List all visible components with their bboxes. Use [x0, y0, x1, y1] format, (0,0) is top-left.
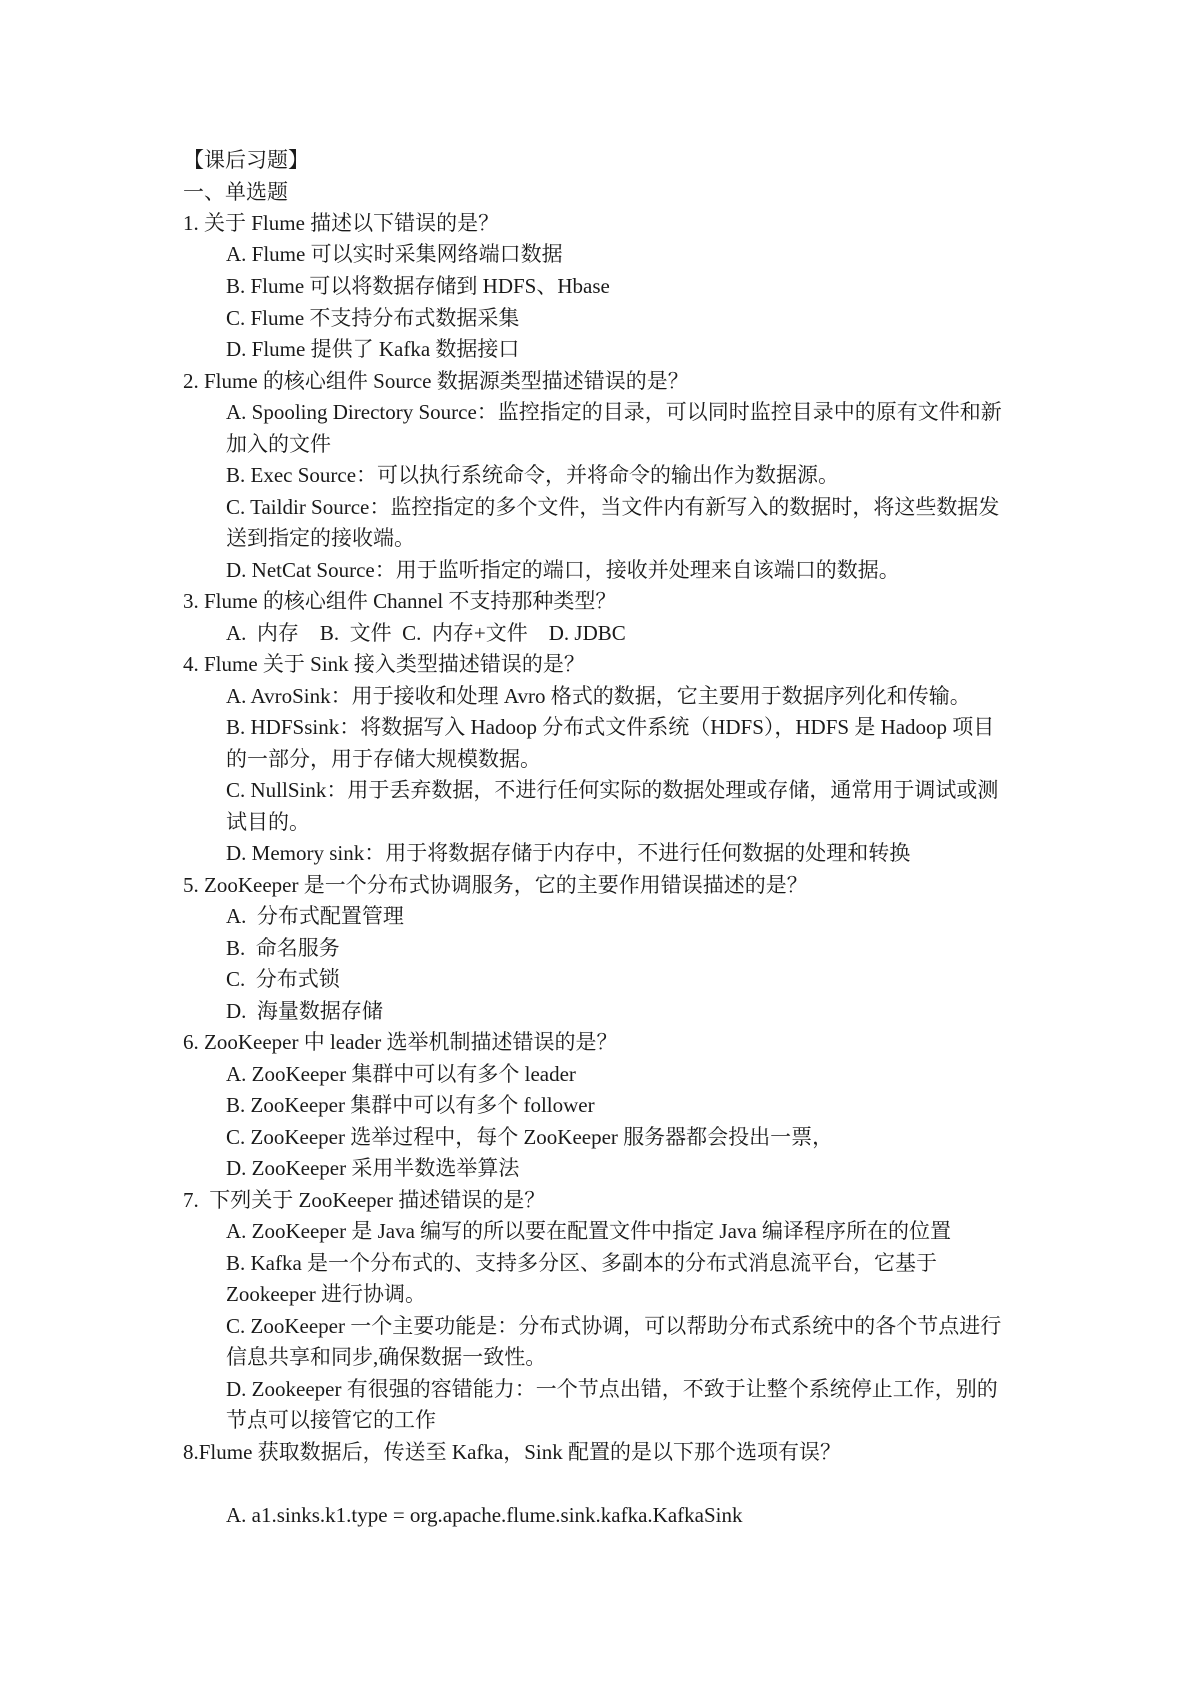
- question-2-option-c: C. Taildir Source：监控指定的多个文件，当文件内有新写入的数据时，将这些数据发: [226, 495, 1000, 519]
- question-5-stem: 5. ZooKeeper 是一个分布式协调服务，它的主要作用错误描述的是？: [183, 873, 808, 897]
- question-5-option-b: B. 命名服务: [226, 936, 340, 960]
- question-1-option-a: A. Flume 可以实时采集网络端口数据: [226, 242, 563, 266]
- question-6-option-c: C. ZooKeeper 选举过程中，每个 ZooKeeper 服务器都会投出一票，: [226, 1125, 834, 1149]
- question-6-stem: 6. ZooKeeper 中 leader 选举机制描述错误的是？: [183, 1030, 618, 1054]
- question-2-stem: 2. Flume 的核心组件 Source 数据源类型描述错误的是？: [183, 369, 689, 393]
- question-4-stem: 4. Flume 关于 Sink 接入类型描述错误的是？: [183, 652, 585, 676]
- question-1-option-c: C. Flume 不支持分布式数据采集: [226, 306, 520, 330]
- question-7-stem: 7. 下列关于 ZooKeeper 描述错误的是？: [183, 1188, 546, 1212]
- question-7-option-c: C. ZooKeeper 一个主要功能是：分布式协调，可以帮助分布式系统中的各个节点进行: [226, 1314, 1002, 1338]
- question-2-option-b: B. Exec Source：可以执行系统命令，并将命令的输出作为数据源。: [226, 463, 840, 487]
- question-2-option-c-cont: 送到指定的接收端。: [226, 526, 415, 550]
- question-1-stem: 1. 关于 Flume 描述以下错误的是？: [183, 211, 500, 235]
- question-2-option-a: A. Spooling Directory Source：监控指定的目录，可以同时监控目录中的原有文件和新: [226, 400, 1002, 424]
- question-8-option-a: A. a1.sinks.k1.type = org.apache.flume.sink.kafka.KafkaSink: [226, 1503, 743, 1527]
- section-title: 【课后习题】: [183, 148, 309, 172]
- question-2-option-d: D. NetCat Source：用于监听指定的端口，接收并处理来自该端口的数据。: [226, 558, 900, 582]
- question-6-option-a: A. ZooKeeper 集群中可以有多个 leader: [226, 1062, 576, 1086]
- question-6-option-b: B. ZooKeeper 集群中可以有多个 follower: [226, 1093, 595, 1117]
- question-7-option-b: B. Kafka 是一个分布式的、支持多分区、多副本的分布式消息流平台，它基于: [226, 1251, 938, 1275]
- question-7-option-c-cont: 信息共享和同步,确保数据一致性。: [226, 1345, 547, 1369]
- question-7-option-d-cont: 节点可以接管它的工作: [226, 1408, 436, 1432]
- question-4-option-c: C. NullSink：用于丢弃数据，不进行任何实际的数据处理或存储，通常用于调试或测: [226, 778, 999, 802]
- question-5-option-a: A. 分布式配置管理: [226, 904, 404, 928]
- question-3-options: A. 内存 B. 文件 C. 内存+文件 D. JDBC: [226, 621, 626, 645]
- question-7-option-a: A. ZooKeeper 是 Java 编写的所以要在配置文件中指定 Java 编译程序所在的位置: [226, 1219, 951, 1243]
- question-7-option-d: D. Zookeeper 有很强的容错能力：一个节点出错，不致于让整个系统停止工作，别的: [226, 1377, 998, 1401]
- question-8-stem: 8.Flume 获取数据后，传送至 Kafka，Sink 配置的是以下那个选项有误？: [183, 1440, 841, 1464]
- question-7-option-b-cont: Zookeeper 进行协调。: [226, 1282, 427, 1306]
- question-1-option-b: B. Flume 可以将数据存储到 HDFS、Hbase: [226, 274, 610, 298]
- question-4-option-b: B. HDFSsink：将数据写入 Hadoop 分布式文件系统（HDFS），HDFS 是 Hadoop 项目: [226, 715, 995, 739]
- question-4-option-b-cont: 的一部分，用于存储大规模数据。: [226, 747, 541, 771]
- question-5-option-d: D. 海量数据存储: [226, 999, 383, 1023]
- question-1-option-d: D. Flume 提供了 Kafka 数据接口: [226, 337, 520, 361]
- question-4-option-a: A. AvroSink：用于接收和处理 Avro 格式的数据，它主要用于数据序列化和传输。: [226, 684, 971, 708]
- question-2-option-a-cont: 加入的文件: [226, 432, 331, 456]
- question-4-option-c-cont: 试目的。: [226, 810, 310, 834]
- question-3-stem: 3. Flume 的核心组件 Channel 不支持那种类型？: [183, 589, 617, 613]
- question-5-option-c: C. 分布式锁: [226, 967, 340, 991]
- subsection-title: 一、单选题: [183, 180, 288, 204]
- question-6-option-d: D. ZooKeeper 采用半数选举算法: [226, 1156, 520, 1180]
- question-4-option-d: D. Memory sink：用于将数据存储于内存中，不进行任何数据的处理和转换: [226, 841, 911, 865]
